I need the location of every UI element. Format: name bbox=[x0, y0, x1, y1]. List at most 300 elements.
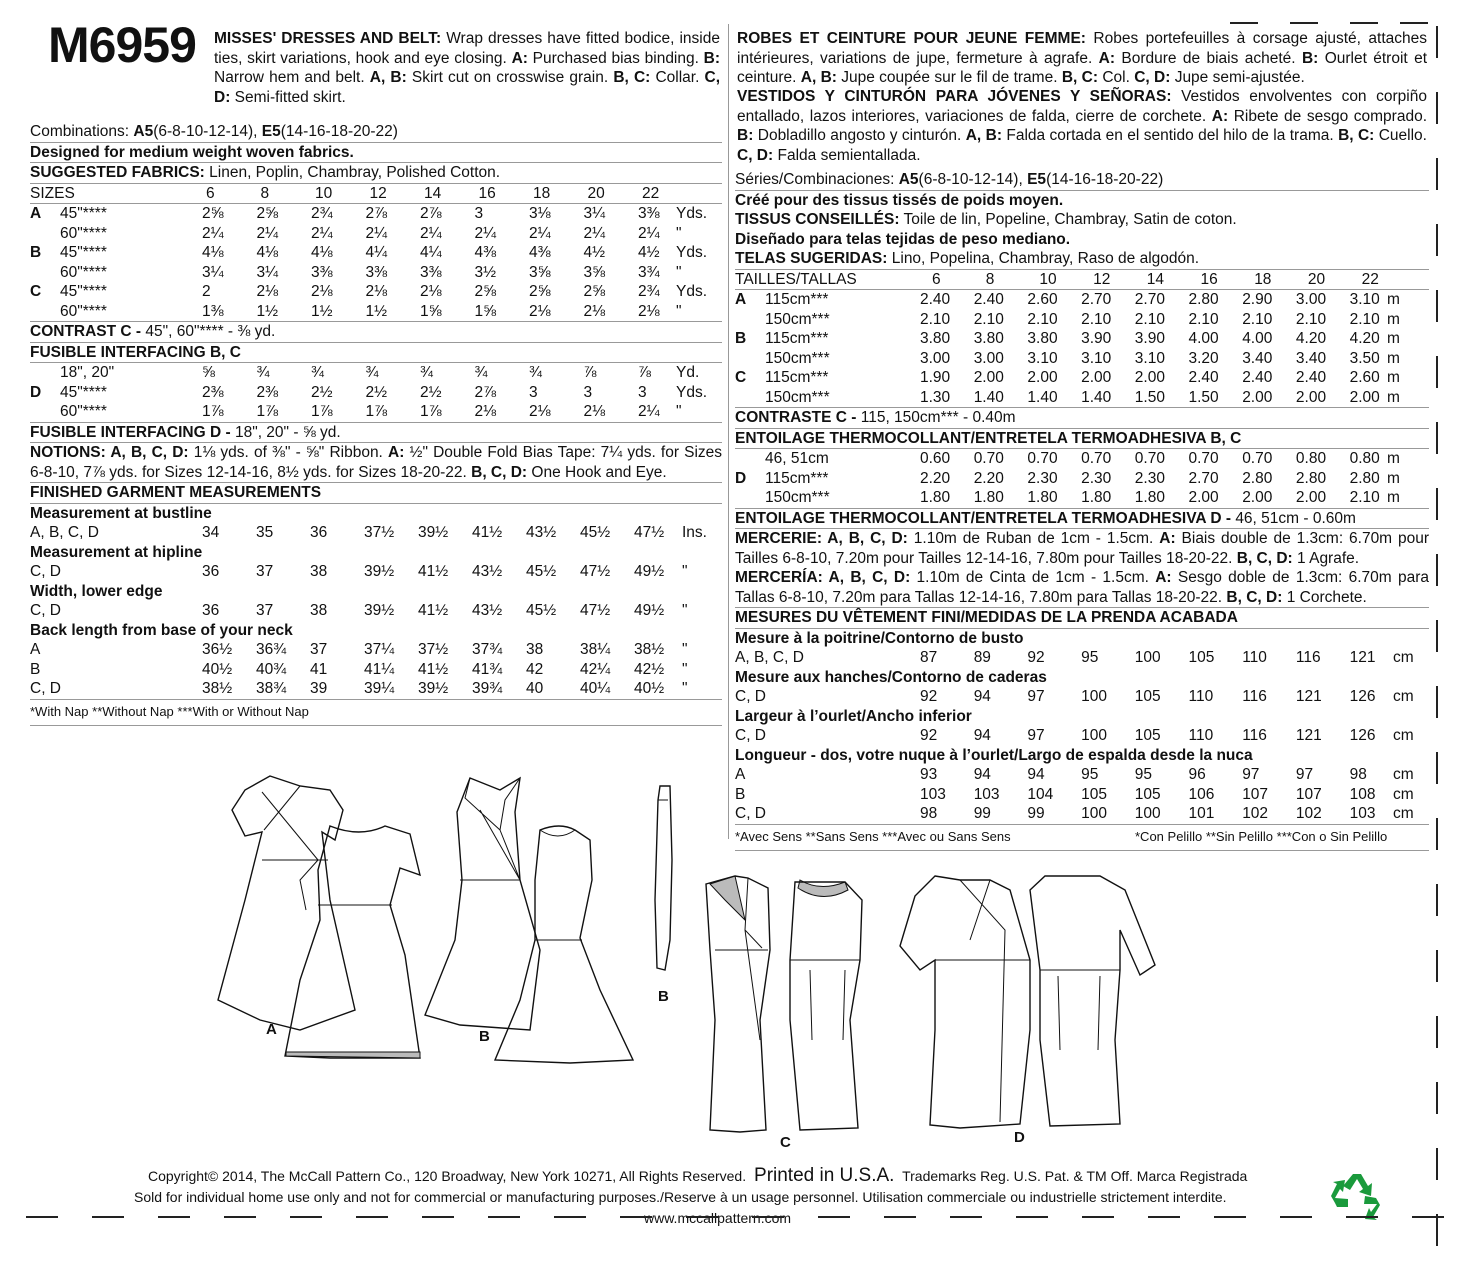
figure-label-a: A bbox=[266, 1021, 277, 1038]
unit: " bbox=[682, 602, 688, 620]
table-cell: 2.00 bbox=[973, 369, 1004, 386]
table-cell: 38 bbox=[310, 563, 328, 581]
table-cell: 0.70 bbox=[1134, 450, 1165, 467]
cut-dash bbox=[1350, 22, 1378, 24]
view-c-back-illustration bbox=[790, 880, 862, 1130]
measurement-title-text: Mesure à la poitrine/Contorno de busto bbox=[735, 629, 1024, 647]
table-cell: 1⅞ bbox=[365, 403, 388, 420]
unit: " bbox=[676, 224, 682, 242]
cut-dash bbox=[1214, 1216, 1246, 1218]
table-cell: 4⅜ bbox=[529, 244, 551, 261]
table-cell: ¾ bbox=[529, 364, 542, 381]
contrast-line: CONTRAST C - 45", 60"**** - ⅜ yd. bbox=[30, 323, 276, 340]
table-cell: 2.80 bbox=[1295, 469, 1327, 487]
table-cell: 43½ bbox=[526, 524, 557, 542]
view-letter: C bbox=[30, 283, 42, 300]
fabric-width: 45"**** bbox=[60, 383, 107, 401]
table-cell: 35 bbox=[256, 524, 274, 542]
table-cell: 2⅝ bbox=[256, 205, 279, 222]
finished-measurements-title: MESURES DU VÊTEMENT FINI/MEDIDAS DE LA PRENDA ACABADA bbox=[735, 609, 1238, 627]
cut-dash bbox=[1436, 752, 1438, 784]
table-cell: 2⅞ bbox=[474, 383, 497, 401]
table-cell: 41¼ bbox=[364, 660, 395, 678]
suggested-fabrics-es: TELAS SUGERIDAS: Lino, Popelina, Chambray, Raso de algodón. bbox=[735, 250, 1200, 267]
table-cell: 42½ bbox=[634, 660, 665, 678]
view-letter: C bbox=[735, 369, 747, 386]
table-cell: 2¼ bbox=[529, 224, 551, 242]
table-cell: 37 bbox=[256, 563, 274, 581]
view-label: A bbox=[735, 766, 746, 784]
table-cell: 94 bbox=[1027, 766, 1045, 784]
table-cell: 45½ bbox=[580, 524, 611, 542]
table-cell: 2⅛ bbox=[583, 403, 606, 420]
table-cell: 38¾ bbox=[256, 680, 287, 698]
size-header: 10 bbox=[315, 184, 333, 202]
view-letter: A bbox=[735, 291, 747, 308]
table-cell: 2⅛ bbox=[529, 403, 551, 420]
table-cell: 2.70 bbox=[1188, 469, 1219, 487]
table-cell: 1.50 bbox=[1134, 388, 1165, 406]
suggested-fabrics: SUGGESTED FABRICS: Linen, Poplin, Chambray, Polished Cotton. bbox=[30, 164, 501, 181]
table-cell: 47½ bbox=[634, 524, 665, 542]
table-cell: 1.40 bbox=[973, 388, 1004, 406]
table-cell: 41¾ bbox=[472, 660, 503, 678]
table-cell: 93 bbox=[920, 766, 938, 784]
figure-label-b: B bbox=[479, 1028, 490, 1045]
unit: cm bbox=[1393, 649, 1414, 667]
table-cell: 3.00 bbox=[1295, 291, 1327, 308]
size-header: 8 bbox=[260, 184, 270, 202]
table-cell: 39 bbox=[310, 680, 328, 698]
table-cell: 1⅝ bbox=[420, 302, 442, 320]
mercerie: MERCERIE: A, B, C, D: 1.10m de Ruban de 1cm - 1.5cm. A: Biais double de 1.3cm: 6.70m pour Tailles 6-8-10, 7.20m pour Tailles 12-14-16, 7.80m pour Tailles 18-20-22. B, C, D: 1 Agrafe. bbox=[735, 530, 1430, 567]
cut-dash bbox=[1436, 620, 1438, 652]
cut-dash bbox=[1436, 26, 1438, 58]
cut-dash bbox=[1436, 554, 1438, 586]
size-header: 12 bbox=[1093, 270, 1111, 288]
table-cell: 2¾ bbox=[311, 205, 333, 222]
fabric-width: 60"**** bbox=[60, 263, 107, 281]
fabric-width: 115cm*** bbox=[765, 330, 829, 347]
cut-dash bbox=[356, 1216, 388, 1218]
table-cell: 4.00 bbox=[1188, 330, 1219, 347]
table-cell: 1⅞ bbox=[202, 403, 224, 420]
table-cell: 2.30 bbox=[1134, 469, 1165, 487]
fabric-width: 45"**** bbox=[60, 283, 107, 300]
table-cell: 40¼ bbox=[580, 680, 611, 698]
notions: NOTIONS: A, B, C, D: 1⅛ yds. of ⅜" - ⅝" Ribbon. A: ½" Double Fold Bias Tape: 7¼ yds. for Sizes 6-8-10, 7⅞ yds. for Sizes 12-14-16, 8½ yds. for Sizes 18-20-22. B, C, D: One Hook and Eye. bbox=[30, 444, 723, 481]
table-cell: 41½ bbox=[472, 524, 503, 542]
table-cell: 39½ bbox=[418, 680, 449, 698]
table-cell: 89 bbox=[973, 649, 991, 667]
table-cell: 2.10 bbox=[1349, 489, 1380, 506]
table-cell: 36½ bbox=[202, 641, 233, 659]
fabric-width: 115cm*** bbox=[765, 469, 829, 487]
table-cell: 2.00 bbox=[1027, 369, 1058, 386]
table-cell: 3.80 bbox=[1027, 330, 1058, 347]
table-cell: 2⅛ bbox=[420, 283, 442, 300]
fusible-bc-title: FUSIBLE INTERFACING B, C bbox=[30, 343, 241, 361]
table-cell: 103 bbox=[973, 785, 1000, 803]
view-label: B bbox=[30, 660, 41, 678]
table-cell: 2¼ bbox=[365, 224, 388, 242]
table-cell: 2⅛ bbox=[365, 283, 388, 300]
table-cell: 2.10 bbox=[1349, 310, 1380, 328]
table-cell: 3.50 bbox=[1349, 349, 1380, 367]
unit: m bbox=[1387, 469, 1400, 487]
cut-dash bbox=[1016, 1216, 1048, 1218]
view-label: C, D bbox=[30, 680, 61, 698]
table-cell: 2⅝ bbox=[583, 283, 606, 300]
table-cell: 1.40 bbox=[1081, 388, 1112, 406]
table-cell: 3.80 bbox=[920, 330, 951, 347]
table-cell: 3⅜ bbox=[365, 263, 388, 281]
table-cell: 3.40 bbox=[1242, 349, 1273, 367]
cut-dash bbox=[1280, 1216, 1312, 1218]
table-cell: ¾ bbox=[311, 364, 324, 381]
table-cell: 3.10 bbox=[1134, 349, 1165, 367]
table-cell: 3 bbox=[474, 205, 484, 222]
table-cell: 3 bbox=[638, 383, 647, 401]
view-letter: B bbox=[735, 330, 747, 347]
fabric-width: 45"**** bbox=[60, 244, 107, 261]
table-cell: 38½ bbox=[634, 641, 665, 659]
size-header: 16 bbox=[478, 184, 496, 202]
table-cell: 116 bbox=[1295, 649, 1321, 667]
table-cell: 2¼ bbox=[256, 224, 279, 242]
nap-note-es: *Con Pelillo **Sin Pelillo ***Con o Sin Pelillo bbox=[1135, 828, 1388, 844]
unit: m bbox=[1387, 450, 1400, 467]
table-cell: 104 bbox=[1027, 785, 1054, 803]
table-cell: 2.10 bbox=[920, 310, 951, 328]
table-cell: 37¾ bbox=[472, 641, 503, 659]
table-cell: 1.80 bbox=[973, 489, 1004, 506]
table-cell: 2.00 bbox=[1081, 369, 1112, 386]
table-cell: ¾ bbox=[474, 364, 488, 381]
table-cell: 105 bbox=[1081, 785, 1107, 803]
table-cell: 121 bbox=[1349, 649, 1376, 667]
table-cell: 105 bbox=[1134, 688, 1161, 706]
cut-dash bbox=[554, 1216, 586, 1218]
table-cell: 42¼ bbox=[580, 660, 611, 678]
table-cell: 2⅛ bbox=[256, 283, 279, 300]
table-cell: 41 bbox=[310, 660, 328, 678]
cut-dash bbox=[1230, 22, 1258, 24]
table-cell: 2¼ bbox=[638, 403, 660, 420]
unit: Yds. bbox=[676, 205, 708, 222]
table-cell: ¾ bbox=[365, 364, 379, 381]
table-cell: 2½ bbox=[365, 383, 388, 401]
description-spanish: VESTIDOS Y CINTURÓN PARA JÓVENES Y SEÑORAS: Vestidos envolventes con corpiño entallado, lazos interiores, variaciones de falda, cierre de corchete. A: Ribete de sesgo comprado. B: Dobladillo angosto y cinturón. A, B: Falda cortada en el sentido del hilo de la trama. B, C: Cuello. C, D: Falda semientallada. bbox=[737, 88, 1428, 164]
unit: Ins. bbox=[682, 524, 707, 542]
view-letter: D bbox=[735, 469, 747, 487]
table-cell: 0.80 bbox=[1349, 450, 1380, 467]
cut-dash bbox=[1436, 488, 1438, 520]
fusible-bc-title: ENTOILAGE THERMOCOLLANT/ENTRETELA TERMOADHESIVA B, C bbox=[735, 429, 1242, 447]
table-cell: 103 bbox=[920, 785, 946, 803]
table-cell: 2¼ bbox=[311, 224, 333, 242]
table-cell: 40½ bbox=[202, 660, 233, 678]
use-notice: Sold for individual home use only and not for commercial or manufacturing purposes./Reserve à un usage personnel. Utilisation commerciale ou industrielle strictement interdite. bbox=[134, 1189, 1227, 1205]
table-cell: 1½ bbox=[311, 302, 333, 320]
table-cell: 103 bbox=[1349, 805, 1376, 823]
figure-label-c: C bbox=[780, 1134, 791, 1151]
view-label: A, B, C, D bbox=[30, 524, 99, 542]
size-header: 16 bbox=[1200, 270, 1218, 288]
fabric-width: 150cm*** bbox=[765, 489, 830, 506]
pattern-number: M6959 bbox=[48, 17, 196, 73]
table-cell: 94 bbox=[973, 727, 991, 745]
table-cell: 2.80 bbox=[1242, 469, 1273, 487]
table-cell: 37 bbox=[256, 602, 274, 620]
table-cell: ¾ bbox=[420, 364, 433, 381]
view-c-front-illustration bbox=[706, 876, 770, 1132]
table-cell: 2.70 bbox=[1134, 291, 1165, 308]
fabric-width: 18", 20" bbox=[60, 364, 115, 381]
table-cell: 4⅜ bbox=[474, 244, 497, 261]
unit: " bbox=[676, 302, 682, 320]
table-cell: 3⅛ bbox=[529, 205, 551, 222]
table-cell: 1½ bbox=[365, 302, 388, 320]
table-cell: 2.20 bbox=[920, 469, 951, 487]
trademark: Trademarks Reg. U.S. Pat. & TM Off. Marca Registrada bbox=[902, 1168, 1248, 1184]
table-cell: 92 bbox=[920, 727, 938, 745]
table-cell: 2½ bbox=[420, 383, 442, 401]
description-title: ROBES ET CEINTURE POUR JEUNE FEMME: bbox=[737, 30, 1086, 47]
table-cell: 0.70 bbox=[1027, 450, 1058, 467]
cut-dash bbox=[1436, 92, 1438, 124]
size-header: 14 bbox=[424, 184, 442, 202]
table-cell: 2.00 bbox=[1242, 388, 1273, 406]
table-cell: 99 bbox=[1027, 805, 1045, 823]
unit: Yds. bbox=[676, 283, 708, 300]
view-b-front-illustration bbox=[425, 778, 540, 1030]
table-cell: 2⅞ bbox=[365, 205, 388, 222]
table-cell: 87 bbox=[920, 649, 938, 667]
table-cell: 3⅜ bbox=[638, 205, 660, 222]
table-cell: 1.80 bbox=[1027, 489, 1058, 506]
table-cell: 47½ bbox=[580, 602, 611, 620]
table-cell: 2¾ bbox=[638, 283, 660, 300]
table-cell: 2⅛ bbox=[529, 302, 551, 320]
fusible-d-line: ENTOILAGE THERMOCOLLANT/ENTRETELA TERMOADHESIVA D - 46, 51cm - 0.60m bbox=[735, 509, 1356, 527]
cut-dash bbox=[1436, 818, 1438, 850]
table-cell: 98 bbox=[920, 805, 938, 823]
cut-dash bbox=[26, 1216, 58, 1218]
table-cell: 37¼ bbox=[364, 641, 395, 659]
table-cell: 45½ bbox=[526, 563, 557, 581]
designed-for-fr: Créé pour des tissus tissés de poids moyen. bbox=[735, 191, 1064, 209]
unit: m bbox=[1387, 489, 1400, 506]
table-cell: 0.80 bbox=[1295, 450, 1327, 467]
table-cell: 2.60 bbox=[1027, 291, 1058, 308]
table-cell: 101 bbox=[1188, 805, 1215, 823]
table-cell: 2¼ bbox=[474, 224, 497, 242]
view-label: A bbox=[30, 641, 41, 659]
fabric-width: 150cm*** bbox=[765, 349, 830, 367]
table-cell: 0.70 bbox=[973, 450, 1004, 467]
cut-dash bbox=[488, 1216, 520, 1218]
cut-dash bbox=[950, 1216, 982, 1218]
table-cell: 43½ bbox=[472, 602, 503, 620]
table-cell: 3.40 bbox=[1295, 349, 1327, 367]
table-cell: 105 bbox=[1188, 649, 1215, 667]
size-header: 22 bbox=[642, 184, 660, 202]
table-cell: 3¼ bbox=[583, 205, 606, 222]
unit: m bbox=[1387, 330, 1400, 347]
cut-dash bbox=[1436, 356, 1438, 388]
combinations-line: Séries/Combinaciones: A5(6-8-10-12-14), E5(14-16-18-20-22) bbox=[735, 171, 1164, 188]
combinations-line: Combinations: A5(6-8-10-12-14), E5(14-16-18-20-22) bbox=[30, 123, 398, 140]
fabric-width: 60"**** bbox=[60, 302, 107, 320]
size-header: 20 bbox=[587, 184, 605, 202]
cut-dash bbox=[1436, 1148, 1438, 1180]
contrast-line: CONTRASTE C - 115, 150cm*** - 0.40m bbox=[735, 409, 1016, 426]
table-cell: 107 bbox=[1295, 785, 1322, 803]
table-cell: 1⅝ bbox=[474, 302, 497, 320]
table-cell: 2⅛ bbox=[638, 302, 660, 320]
website: www.mccallpattern.com bbox=[644, 1210, 792, 1226]
cut-dash bbox=[818, 1216, 850, 1218]
merceria: MERCERÍA: A, B, C, D: 1.10m de Cinta de 1cm - 1.5cm. A: Sesgo doble de 1.3cm: 6.70m para Tallas 6-8-10, 7.20m para Tallas 12-14-16, 7.80m para Tallas 18-20-22. B, C, D: 1 Corchete. bbox=[735, 569, 1429, 606]
table-cell: 2.10 bbox=[973, 310, 1004, 328]
table-cell: 1⅞ bbox=[256, 403, 279, 420]
table-cell: 2.60 bbox=[1349, 369, 1380, 386]
table-cell: 2¼ bbox=[202, 224, 224, 242]
table-cell: 41½ bbox=[418, 563, 449, 581]
table-cell: 36 bbox=[202, 602, 220, 620]
description-title: MISSES' DRESSES AND BELT: bbox=[214, 30, 442, 47]
table-cell: 97 bbox=[1242, 766, 1260, 784]
fabric-width: 60"**** bbox=[60, 403, 107, 420]
unit: m bbox=[1387, 291, 1400, 308]
table-cell: 4⅛ bbox=[202, 244, 224, 261]
designed-for: Designed for medium weight woven fabrics. bbox=[30, 143, 354, 161]
table-cell: 38 bbox=[310, 602, 328, 620]
cut-dash bbox=[1436, 686, 1438, 718]
unit: m bbox=[1387, 349, 1400, 367]
table-cell: 3¾ bbox=[638, 263, 660, 281]
measurement-title-text: Width, lower edge bbox=[30, 582, 163, 600]
sizes-label: TAILLES/TALLAS bbox=[735, 270, 857, 288]
table-cell: 2⅝ bbox=[529, 283, 551, 300]
table-cell: 102 bbox=[1295, 805, 1322, 823]
view-letter: B bbox=[30, 244, 42, 261]
table-cell: 2.10 bbox=[1027, 310, 1058, 328]
table-cell: 3½ bbox=[474, 263, 497, 281]
table-cell: 4.20 bbox=[1295, 330, 1327, 347]
measurement-title-text: Measurement at bustline bbox=[30, 504, 212, 522]
table-cell: 2⅜ bbox=[256, 383, 279, 401]
table-cell: 100 bbox=[1134, 649, 1161, 667]
table-cell: 2⅛ bbox=[311, 283, 333, 300]
table-cell: 34 bbox=[202, 524, 220, 542]
table-cell: 45½ bbox=[526, 602, 557, 620]
view-letter: D bbox=[30, 383, 42, 401]
table-cell: 3.00 bbox=[973, 349, 1004, 367]
table-cell: ⅞ bbox=[638, 364, 651, 381]
suggested-fabrics-fr: TISSUS CONSEILLÉS: Toile de lin, Popeline, Chambray, Satin de coton. bbox=[735, 211, 1237, 228]
table-cell: 105 bbox=[1134, 727, 1161, 745]
size-header: 6 bbox=[932, 270, 941, 288]
table-cell: 1.40 bbox=[1027, 388, 1058, 406]
table-cell: 126 bbox=[1349, 688, 1376, 706]
table-cell: 99 bbox=[973, 805, 991, 823]
table-cell: 94 bbox=[973, 688, 991, 706]
table-cell: 2⅛ bbox=[474, 403, 497, 420]
table-cell: ⅝ bbox=[202, 364, 215, 381]
table-cell: 2⅜ bbox=[202, 383, 224, 401]
table-cell: 2⅞ bbox=[420, 205, 442, 222]
cut-dash bbox=[620, 1216, 652, 1218]
table-cell: 3.10 bbox=[1349, 291, 1380, 308]
finished-measurements-title: FINISHED GARMENT MEASUREMENTS bbox=[30, 484, 322, 502]
table-cell: 4.00 bbox=[1242, 330, 1273, 347]
unit: Yd. bbox=[676, 364, 700, 381]
cut-dash bbox=[1436, 1214, 1438, 1246]
view-label: C, D bbox=[30, 602, 61, 620]
nap-note-fr: *Avec Sens **Sans Sens ***Avec ou Sans Sens bbox=[735, 828, 1011, 844]
size-header: 6 bbox=[206, 184, 215, 202]
cut-dash bbox=[1436, 1016, 1438, 1048]
view-d-front-illustration bbox=[900, 876, 1030, 1128]
cut-dash bbox=[224, 1216, 256, 1218]
table-cell: 1.90 bbox=[920, 369, 951, 386]
unit: m bbox=[1387, 310, 1400, 328]
measurement-title-text: Mesure aux hanches/Contorno de caderas bbox=[735, 668, 1047, 686]
table-cell: 42 bbox=[526, 660, 544, 678]
table-cell: 3.90 bbox=[1134, 330, 1165, 347]
table-cell: 2.00 bbox=[1295, 489, 1327, 506]
unit: cm bbox=[1393, 688, 1414, 706]
footer-copyright-line bbox=[148, 1165, 1247, 1187]
table-cell: 3⅝ bbox=[583, 263, 606, 281]
cut-dash bbox=[1436, 224, 1438, 256]
table-cell: 36 bbox=[202, 563, 220, 581]
table-cell: ¾ bbox=[256, 364, 270, 381]
table-cell: 4¼ bbox=[365, 244, 388, 261]
view-a-front-illustration bbox=[218, 776, 355, 1030]
printed-in: Printed in U.S.A. bbox=[754, 1165, 895, 1186]
table-cell: 0.70 bbox=[1188, 450, 1219, 467]
table-cell: 2.00 bbox=[1188, 489, 1219, 506]
unit: cm bbox=[1393, 785, 1414, 803]
measurement-title-text: Largeur à l’ourlet/Ancho inferior bbox=[735, 707, 972, 725]
table-cell: 4⅛ bbox=[256, 244, 279, 261]
table-cell: 39½ bbox=[418, 524, 449, 542]
table-cell: 39½ bbox=[364, 602, 395, 620]
view-b-back-illustration bbox=[495, 826, 633, 1063]
table-cell: 41½ bbox=[418, 602, 449, 620]
table-cell: 38 bbox=[526, 641, 544, 659]
cut-dash bbox=[686, 1216, 718, 1218]
measurement-title-text: Back length from base of your neck bbox=[30, 621, 293, 639]
table-cell: 92 bbox=[920, 688, 938, 706]
table-cell: 3¼ bbox=[202, 263, 224, 281]
sizes-label: SIZES bbox=[30, 184, 75, 202]
size-header: 20 bbox=[1307, 270, 1326, 288]
table-cell: 37 bbox=[310, 641, 328, 659]
unit: " bbox=[682, 563, 688, 581]
table-cell: 100 bbox=[1081, 688, 1107, 706]
size-header: 10 bbox=[1039, 270, 1057, 288]
unit: m bbox=[1387, 388, 1400, 406]
table-cell: 2.20 bbox=[973, 469, 1004, 487]
table-cell: 2⅛ bbox=[583, 302, 606, 320]
description-title: VESTIDOS Y CINTURÓN PARA JÓVENES Y SEÑORAS: bbox=[737, 88, 1172, 105]
table-cell: 3 bbox=[529, 383, 538, 401]
table-cell: 4½ bbox=[583, 244, 606, 261]
